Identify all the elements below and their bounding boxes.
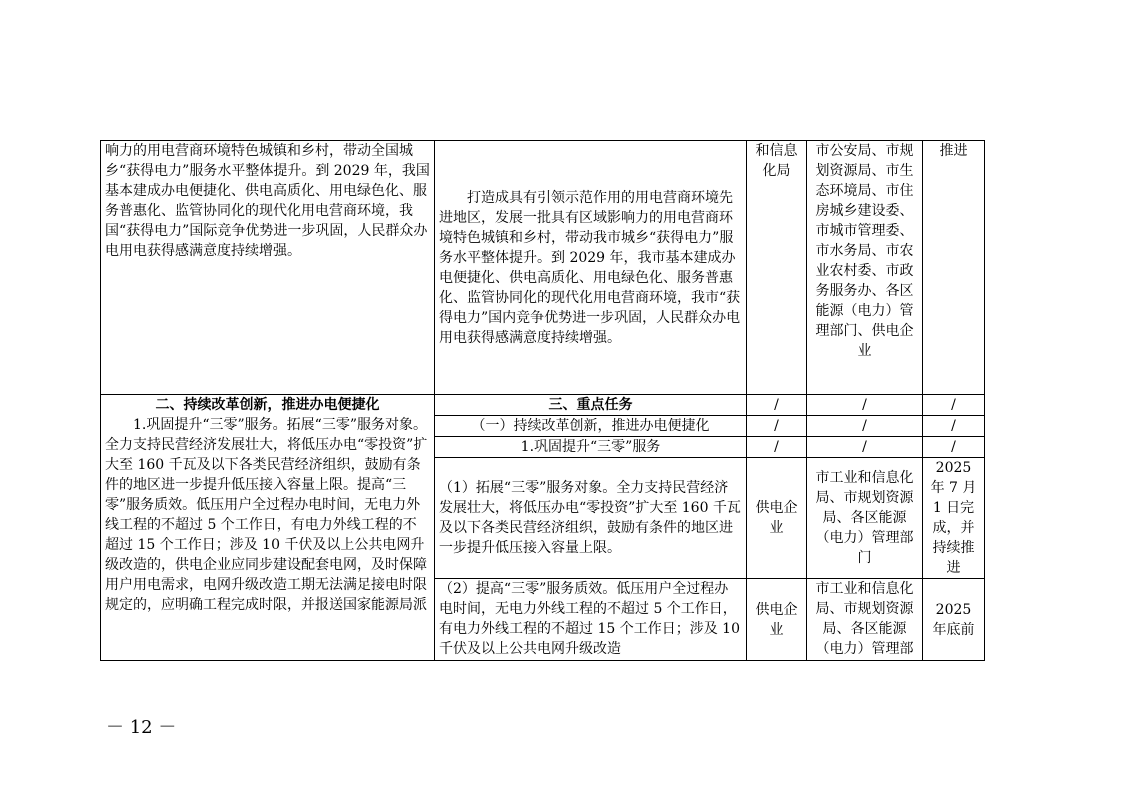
task-description: （1）拓展“三零”服务对象。全力支持民营经济发展壮大，将低压办电“零投资”扩大至 160 千瓦及以下各类民营经济组织，鼓励有条件的地区进一步提升低压接入容量上限。 (435, 458, 747, 579)
placeholder-slash: / (807, 395, 923, 416)
placeholder-slash: / (747, 395, 807, 416)
section-heading: 二、持续改革创新，推进办电便捷化 (155, 397, 380, 413)
placeholder-slash: / (923, 416, 985, 437)
table-row (101, 395, 985, 416)
cooperating-departments: 市工业和信息化局、市规划资源局、各区能源（电力）管理部 (807, 579, 923, 661)
page-number: － 12 － (106, 717, 177, 738)
placeholder-slash: / (747, 416, 807, 437)
lead-department: 和信息化局 (747, 141, 807, 395)
cooperating-departments: 市工业和信息化局、市规划资源局、各区能源（电力）管理部门 (807, 458, 923, 579)
placeholder-slash: / (807, 437, 923, 458)
left-section-cell (101, 395, 435, 661)
section-body: 1.巩固提升“三零”服务。拓展“三零”服务对象。全力支持民营经济发展壮大，将低压办电“零投资”扩大至 160 千瓦及以下各类民营经济组织，鼓励有条件的地区进一步提升低压接入容量上限。提高“三零”服务质效。低压用户全过程办电时间，无电力外线工程的不超过 5 个工作日，有电力外线工程的不超过 15 个工作日；涉及 10 千伏及以上公共电网升级改造的，供电企业应同步建设配套电网，及时保障用户用电需求，电网升级改造工期无法满足接电时限规定的，应明确工程完成时限，并报送国家能源局派 (105, 417, 428, 613)
key-tasks-heading: 三、重点任务 (435, 395, 747, 416)
task-table (100, 140, 985, 661)
placeholder-slash: / (923, 395, 985, 416)
timeline: 2025 年 7 月 1 日完成，并持续推进 (923, 458, 985, 579)
lead-department: 供电企业 (747, 579, 807, 661)
national-goal-text: 响力的用电营商环境特色城镇和乡村，带动全国城乡“获得电力”服务水平整体提升。到 2029 年，我国基本建成办电便捷化、供电高质化、用电绿色化、服务普惠化、监管协同化的现代化用电营商环境，我国“获得电力”国际竞争优势进一步巩固，人民群众办电用电获得感满意度持续增强。 (101, 141, 435, 395)
placeholder-slash: / (807, 416, 923, 437)
placeholder-slash: / (747, 437, 807, 458)
placeholder-slash: / (923, 437, 985, 458)
timeline: 2025 年底前 (923, 579, 985, 661)
cooperating-departments: 市公安局、市规划资源局、市生态环境局、市住房城乡建设委、市城市管理委、市水务局、市农业农村委、市政务服务办、各区能源（电力）管理部门、供电企业 (807, 141, 923, 395)
item-heading: 1.巩固提升“三零”服务 (435, 437, 747, 458)
timeline: 推进 (923, 141, 985, 395)
city-goal-text: 打造成具有引领示范作用的用电营商环境先进地区，发展一批具有区域影响力的用电营商环境特色城镇和乡村，带动我市城乡“获得电力”服务水平整体提升。到 2029 年，我市基本建成办电便捷化、供电高质化、用电绿色化、服务普惠化、监管协同化的现代化用电营商环境，我市“获得电力”国内竞争优势进一步巩固，人民群众办电用电获得感满意度持续增强。 (435, 141, 747, 395)
table-row (101, 141, 985, 395)
lead-department: 供电企业 (747, 458, 807, 579)
task-description: （2）提高“三零”服务质效。低压用户全过程办电时间，无电力外线工程的不超过 5 个工作日，有电力外线工程的不超过 15 个工作日；涉及 10 千伏及以上公共电网升级改造 (435, 579, 747, 661)
subsection-heading: （一）持续改革创新，推进办电便捷化 (435, 416, 747, 437)
